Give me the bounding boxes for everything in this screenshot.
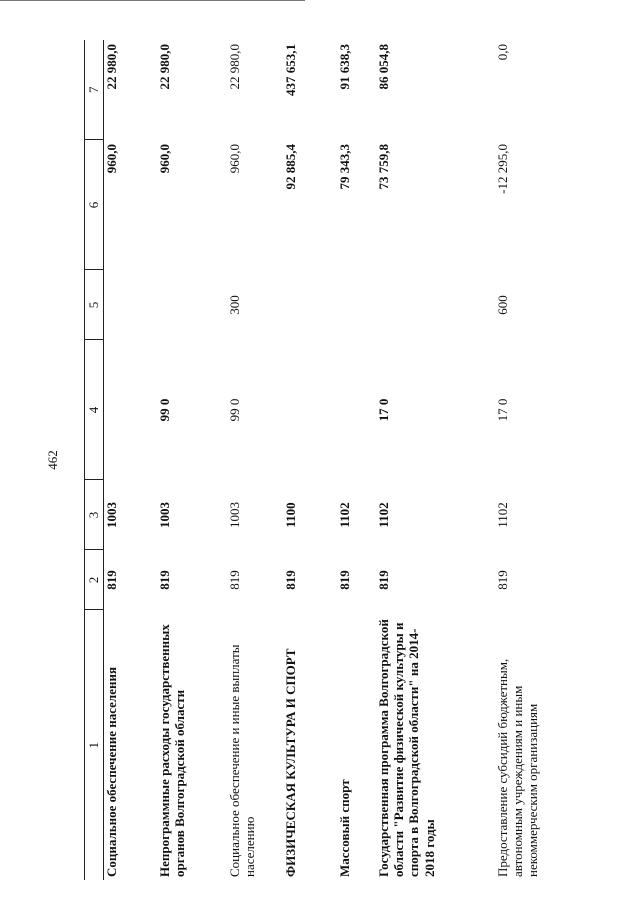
table-row [227,40,283,880]
cell-col2: 819 [376,570,391,590]
header-row [85,40,104,880]
column-header-4: 4 [85,340,104,480]
cell-col3: 1003 [157,502,172,528]
row-name: Массовый спорт [337,779,352,877]
cell-col7: 22 980,0 [157,44,172,90]
cell-col6: -12 295,0 [495,144,510,194]
column-header-3: 3 [85,480,104,550]
row-name: Социальное обеспечение и иные выплаты населению [227,644,258,877]
cell-col7: 22 980,0 [227,44,242,90]
cell-col7: 22 980,0 [104,44,119,90]
budget-table [84,40,565,880]
cell-col2: 819 [227,570,242,590]
cell-col2: 819 [283,570,298,590]
table-row [376,40,495,880]
cell-col4: 99 0 [227,398,242,422]
top-border-line [0,0,305,1]
column-header-5: 5 [85,270,104,340]
cell-col2: 819 [495,570,510,590]
row-name: Социальное обеспечение населения [104,667,119,877]
cell-col7: 437 653,1 [283,44,298,96]
cell-col7: 91 638,3 [337,44,352,90]
table-row [104,40,158,880]
cell-col6: 960,0 [157,144,172,174]
row-name: Непрограммные расходы государственных органов Волгоградской области [157,624,188,877]
cell-col5 [376,270,495,340]
cell-col2: 819 [157,570,172,590]
cell-col3: 1003 [227,502,242,528]
cell-col6: 960,0 [227,144,242,174]
cell-col4: 99 0 [157,398,172,422]
rotated-budget-table [84,40,544,880]
cell-col7: 0,0 [495,44,510,61]
table-row [337,40,376,880]
cell-col4: 17 0 [495,398,510,422]
cell-col3: 1102 [495,502,510,528]
row-name: Предоставление субсидий бюджетным, автономным учреждениям и иным некоммерческим организациям [495,658,541,877]
page-number: 462 [44,450,60,470]
row-name: ФИЗИЧЕСКАЯ КУЛЬТУРА И СПОРТ [283,648,298,877]
column-header-2: 2 [85,550,104,610]
cell-col3: 1003 [104,502,119,528]
cell-col3: 1102 [376,502,391,528]
row-name: Государственная программа Волгоградской области "Развитие физической культуры и спорта в Волгоградской области" на 2014-2018 годы [376,619,437,877]
cell-col6: 73 759,8 [376,144,391,190]
cell-col4 [283,340,337,480]
cell-col5 [337,270,376,340]
cell-col5 [104,270,158,340]
column-header-1: 1 [86,742,102,749]
cell-col6: 92 885,4 [283,144,298,190]
cell-col4: 17 0 [376,398,391,422]
cell-col2: 819 [337,570,352,590]
cell-col6: 79 343,3 [337,144,352,190]
column-header-7: 7 [85,40,104,140]
cell-col4 [104,340,158,480]
cell-col2: 819 [104,570,119,590]
table-row [283,40,337,880]
cell-col4 [337,340,376,480]
cell-col6: 960,0 [104,144,119,174]
column-header-6: 6 [85,140,104,270]
cell-col3: 1102 [337,502,352,528]
cell-col3: 1100 [283,502,298,528]
cell-col5: 300 [227,295,242,315]
cell-col7: 86 054,8 [376,44,391,90]
table-row [495,40,565,880]
cell-col5 [157,270,227,340]
cell-col5 [283,270,337,340]
cell-col5: 600 [495,295,510,315]
table-row [157,40,227,880]
